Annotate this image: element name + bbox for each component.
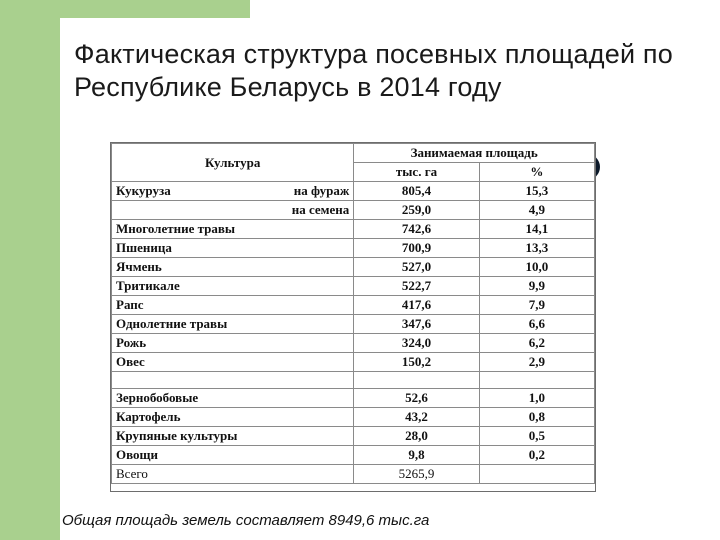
crop-sub-cell (267, 446, 354, 465)
area-value-cell: 43,2 (354, 408, 479, 427)
table-header-row (112, 144, 595, 163)
area-value-cell: 5265,9 (354, 465, 479, 484)
table-row (112, 427, 595, 446)
table-gap-row (112, 372, 595, 389)
crop-sub-cell (267, 353, 354, 372)
crop-name-cell: Картофель (112, 408, 268, 427)
empty-cell (354, 372, 479, 389)
crop-sub-cell (267, 334, 354, 353)
table-row (112, 296, 595, 315)
area-value-cell: 150,2 (354, 353, 479, 372)
empty-cell (267, 372, 354, 389)
area-percent-cell: 0,2 (479, 446, 594, 465)
crop-name-cell: Тритикале (112, 277, 268, 296)
area-value-cell: 9,8 (354, 446, 479, 465)
crop-sub-cell (267, 239, 354, 258)
area-percent-cell: 9,9 (479, 277, 594, 296)
area-percent-cell: 7,9 (479, 296, 594, 315)
table-row (112, 182, 595, 201)
crop-sub-cell (267, 389, 354, 408)
crop-sub-cell (267, 465, 354, 484)
area-percent-cell: 0,8 (479, 408, 594, 427)
crop-sub-cell (267, 427, 354, 446)
area-percent-cell: 13,3 (479, 239, 594, 258)
area-percent-cell (479, 465, 594, 484)
table-row (112, 389, 595, 408)
crop-sub-cell: на семена (267, 201, 354, 220)
area-percent-cell: 2,9 (479, 353, 594, 372)
crop-name-cell: Зернобобовые (112, 389, 268, 408)
area-value-cell: 522,7 (354, 277, 479, 296)
crop-name-cell: Однолетние травы (112, 315, 268, 334)
crop-sub-cell (267, 220, 354, 239)
area-value-cell: 259,0 (354, 201, 479, 220)
crop-name-cell: Рапс (112, 296, 268, 315)
crop-area-table (110, 142, 596, 492)
area-value-cell: 324,0 (354, 334, 479, 353)
crop-name-cell: Кукуруза (112, 182, 268, 201)
table-row (112, 446, 595, 465)
area-value-cell: 527,0 (354, 258, 479, 277)
crop-table (111, 143, 595, 484)
green-side-decoration (0, 0, 60, 540)
slide-title: Фактическая структура посевных площадей по Республике Беларусь в 2014 году (74, 39, 673, 102)
area-value-cell: 417,6 (354, 296, 479, 315)
crop-name-cell: Пшеница (112, 239, 268, 258)
header-percent: % (479, 163, 594, 182)
area-percent-cell: 10,0 (479, 258, 594, 277)
crop-name-cell: Многолетние травы (112, 220, 268, 239)
crop-sub-cell: на фураж (267, 182, 354, 201)
header-culture: Культура (112, 144, 354, 182)
crop-name-cell: Всего (112, 465, 268, 484)
crop-sub-cell (267, 408, 354, 427)
table-row (112, 334, 595, 353)
footer-note: Общая площадь земель составляет 8949,6 тыс.га (62, 512, 430, 529)
green-top-decoration (60, 0, 250, 18)
area-value-cell: 742,6 (354, 220, 479, 239)
area-value-cell: 347,6 (354, 315, 479, 334)
crop-name-cell: Ячмень (112, 258, 268, 277)
area-percent-cell: 0,5 (479, 427, 594, 446)
empty-cell (479, 372, 594, 389)
table-row (112, 239, 595, 258)
area-percent-cell: 1,0 (479, 389, 594, 408)
table-row (112, 408, 595, 427)
empty-cell (112, 372, 268, 389)
table-row (112, 277, 595, 296)
area-value-cell: 700,9 (354, 239, 479, 258)
area-percent-cell: 6,2 (479, 334, 594, 353)
area-percent-cell: 14,1 (479, 220, 594, 239)
crop-sub-cell (267, 277, 354, 296)
table-row (112, 315, 595, 334)
table-row (112, 258, 595, 277)
crop-sub-cell (267, 315, 354, 334)
crop-sub-cell (267, 296, 354, 315)
crop-name-cell: Овес (112, 353, 268, 372)
area-percent-cell: 15,3 (479, 182, 594, 201)
crop-name-cell: Крупяные культуры (112, 427, 268, 446)
crop-name-cell: Рожь (112, 334, 268, 353)
area-value-cell: 28,0 (354, 427, 479, 446)
table-row (112, 220, 595, 239)
area-value-cell: 52,6 (354, 389, 479, 408)
table-row (112, 353, 595, 372)
header-unit: тыс. га (354, 163, 479, 182)
area-percent-cell: 4,9 (479, 201, 594, 220)
area-value-cell: 805,4 (354, 182, 479, 201)
table-row (112, 201, 595, 220)
crop-sub-cell (267, 258, 354, 277)
crop-name-cell (112, 201, 268, 220)
table-row (112, 465, 595, 484)
crop-name-cell: Овощи (112, 446, 268, 465)
header-area: Занимаемая площадь (354, 144, 595, 163)
area-percent-cell: 6,6 (479, 315, 594, 334)
